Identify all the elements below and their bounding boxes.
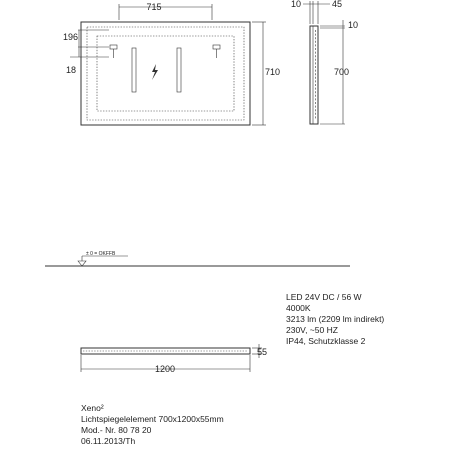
floor-marker-icon: [78, 261, 86, 266]
floor-reference-label: ± 0 = OKFFB: [86, 251, 116, 257]
mounting-bracket-right: [213, 45, 220, 49]
lightning-bolt-icon: [152, 64, 158, 80]
bottom-view: [81, 344, 267, 374]
dim-label-55: 55: [257, 347, 268, 357]
floor-reference: [45, 251, 350, 266]
front-view: [63, 2, 280, 125]
mounting-bracket-left: [110, 45, 117, 49]
specification-block: [286, 292, 384, 346]
spec-line-2: 4000K: [286, 303, 311, 313]
dim-label-710: 710: [265, 67, 281, 77]
side-profile-body: [310, 26, 318, 124]
title-model-number: Mod.- Nr. 80 78 20: [81, 425, 152, 435]
spec-line-5: IP44, Schutzklasse 2: [286, 336, 366, 346]
title-description: Lichtspiegelelement 700x1200x55mm: [81, 414, 224, 424]
mirror-outer-frame: [81, 22, 250, 125]
dim-label-side-10-left: 10: [291, 0, 302, 9]
dim-label-715: 715: [146, 2, 162, 12]
dim-label-196: 196: [63, 32, 79, 42]
spec-line-3: 3213 lm (2209 lm indirekt): [286, 314, 385, 324]
title-date: 06.11.2013/Th: [81, 436, 136, 446]
dim-label-1200: 1200: [154, 364, 176, 374]
dim-label-side-700: 700: [334, 67, 350, 77]
spec-line-1: LED 24V DC / 56 W: [286, 292, 362, 302]
hanger-strip-right: [177, 48, 181, 92]
hanger-strip-left: [132, 48, 136, 92]
dim-label-side-45: 45: [332, 0, 343, 9]
side-view: [291, 0, 358, 124]
spec-line-4: 230V, ~50 HZ: [286, 325, 338, 335]
title-product-name: Xeno²: [81, 403, 104, 413]
title-block: [81, 403, 224, 446]
led-border-outer: [87, 27, 244, 120]
led-border-inner: [97, 36, 234, 111]
dim-label-side-10-right: 10: [348, 20, 359, 30]
dim-label-18: 18: [66, 65, 77, 75]
